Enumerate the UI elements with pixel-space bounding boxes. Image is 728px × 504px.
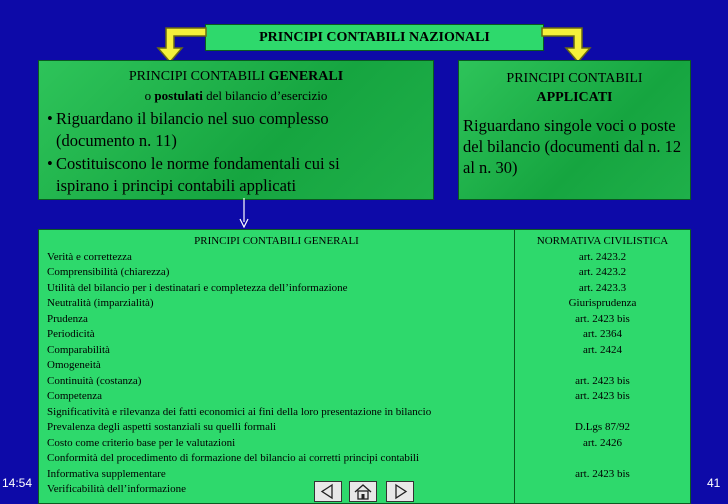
table-row-principle: Periodicità (47, 328, 95, 340)
arrow-right-nav-icon (387, 482, 413, 501)
table-row-principle: Conformità del procedimento di formazione del bilancio ai corretti principi contabili (47, 452, 420, 464)
general-principles-box (38, 60, 434, 200)
table-row-norm: art. 2423 bis (575, 467, 630, 480)
slide-time: 14:54 (2, 476, 33, 490)
slide-number: 41 (707, 476, 721, 490)
table-row-norm: art. 2364 (582, 328, 623, 340)
norms-column (515, 230, 690, 503)
table-row-principle: Neutralità (imparzialità) (47, 297, 154, 309)
table-row-norm: art. 2423.2 (578, 266, 627, 278)
bullet-item: • Costituiscono le norme fondamentali cui si ispirano i principi contabili applicati (47, 154, 340, 195)
table-row-norm: art. 2423.2 (578, 250, 627, 263)
table-header-principles: PRINCIPI CONTABILI GENERALI (194, 235, 359, 247)
table-row-principle: Informativa supplementare (47, 467, 166, 480)
arrow-down-icon (239, 198, 249, 228)
table-row-norm: art. 2423.3 (578, 281, 627, 294)
table-row-principle: Costo come criterio base per le valutazioni (47, 436, 236, 449)
applied-box-heading: PRINCIPI CONTABILI APPLICATI (506, 71, 643, 105)
table-row-norm: art. 2423 bis (575, 374, 630, 387)
table-header-norms: NORMATIVA CIVILISTICA (536, 235, 669, 247)
principles-column (39, 230, 515, 503)
arrow-down-right-icon (540, 24, 598, 64)
table-row-principle: Omogeneità (47, 359, 101, 371)
table-row-principle: Prevalenza degli aspetti sostanziali su quelli formali (47, 421, 277, 433)
table-row-principle: Continuità (costanza) (47, 374, 142, 387)
table-row-principle: Verità e correttezza (47, 250, 132, 263)
table-row-norm: art. 2424 (582, 343, 623, 356)
general-box-subheading: o postulati del bilancio d’esercizio (144, 88, 328, 103)
table-row-principle: Comprensibilità (chiarezza) (47, 266, 170, 278)
applied-principles-box (458, 60, 691, 200)
prev-slide-button[interactable] (314, 481, 342, 502)
home-icon (350, 482, 376, 501)
table-row-norm (515, 451, 690, 467)
table-row-norm (515, 482, 690, 498)
home-button[interactable] (349, 481, 377, 502)
table-row-principle: Significatività e rilevanza dei fatti economici ai fini della loro presentazione in bilancio (47, 405, 432, 418)
table-row-principle: Verificabilità dell’informazione (47, 483, 186, 495)
table-row-principle: Utilità del bilancio per i destinatari e completezza dell’informazione (47, 281, 348, 294)
table-row-norm: D.Lgs 87/92 (575, 421, 630, 433)
principles-table (38, 229, 691, 504)
table-row-principle: Prudenza (47, 312, 88, 325)
table-row-norm: art. 2426 (582, 436, 623, 449)
general-box-heading: PRINCIPI CONTABILI GENERALI (128, 69, 344, 84)
table-row-principle: Comparabilità (47, 343, 110, 356)
table-row-norm: art. 2423 bis (575, 312, 630, 325)
table-row-norm (515, 405, 690, 421)
table-row-norm: Giurisprudenza (568, 297, 637, 309)
next-slide-button[interactable] (386, 481, 414, 502)
bullet-item: • Riguardano il bilancio nel suo complesso (documento n. 11) (47, 109, 329, 150)
table-row-principle: Competenza (47, 390, 102, 402)
table-row-norm: art. 2423 bis (575, 390, 630, 402)
arrow-left-nav-icon (315, 482, 341, 501)
arrow-down-left-icon (150, 24, 208, 64)
applied-box-text: Riguardano singole voci o poste del bilancio (documenti dal n. 12 al n. 30) (463, 116, 682, 177)
slide-title: PRINCIPI CONTABILI NAZIONALI (205, 24, 544, 51)
table-row-norm (515, 358, 690, 374)
